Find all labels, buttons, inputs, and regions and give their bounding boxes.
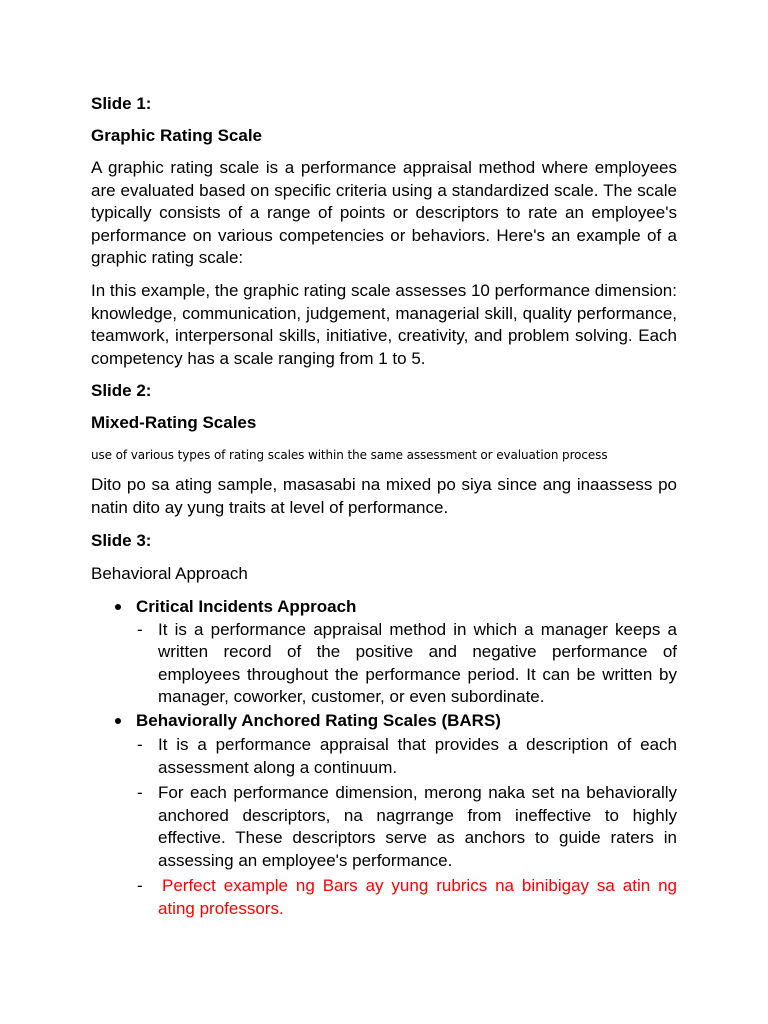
dash-item bbox=[136, 619, 677, 709]
bullet-critical-incidents bbox=[91, 596, 677, 709]
dash-item bbox=[136, 734, 677, 779]
bullet-title: Behaviorally Anchored Rating Scales (BARS) bbox=[136, 710, 501, 730]
slide1-title: Graphic Rating Scale bbox=[91, 126, 262, 145]
slide1-paragraph-1: A graphic rating scale is a performance appraisal method where employees are evaluated based on specific criteria using a standardized scale. The scale typically consists of a range of points or descriptors to rate an employee's performance on various competencies or behaviors. Here's an example of a graphic rating scale: bbox=[91, 158, 677, 268]
dash-marker: - bbox=[137, 734, 143, 754]
bullet-title: Critical Incidents Approach bbox=[136, 596, 357, 616]
document-page bbox=[91, 93, 677, 921]
dash-item-highlight bbox=[136, 875, 677, 920]
highlight-text: Perfect example ng Bars ay yung rubrics na binibigay sa atin ng ating professors. bbox=[158, 876, 677, 919]
slide2-paragraph-1: Dito po sa ating sample, masasabi na mixed po siya since ang inaassess po natin dito ay yung traits at level of performance. bbox=[91, 475, 677, 517]
slide1-label: Slide 1: bbox=[91, 94, 152, 113]
slide2-label: Slide 2: bbox=[91, 381, 152, 401]
slide1-paragraph-2: In this example, the graphic rating scale assesses 10 performance dimension: knowledge, communication, judgement, managerial skill, quality performance, teamwork, interpersonal skills, initiative, creativity, and problem solving. Each competency has a scale ranging from 1 to 5. bbox=[91, 280, 677, 368]
bullet-bars bbox=[91, 710, 677, 921]
bullet-dot-icon bbox=[115, 718, 121, 724]
bullet-dot-icon bbox=[115, 604, 121, 610]
dash-list bbox=[136, 619, 677, 709]
dash-item-text: It is a performance appraisal method in which a manager keeps a written record of the positive and negative performance of employees throughout the performance period. It can be written by manager, coworker, customer, or even subordinate. bbox=[158, 619, 677, 707]
dash-item bbox=[136, 782, 677, 872]
slide3-label: Slide 3: bbox=[91, 530, 152, 550]
slide2-title: Mixed-Rating Scales bbox=[91, 413, 257, 433]
dash-item-text: It is a performance appraisal that provides a description of each assessment along a continuum. bbox=[158, 734, 677, 777]
dash-marker: - bbox=[137, 619, 143, 639]
dash-list bbox=[136, 734, 677, 921]
slide2-definition: use of various types of rating scales within the same assessment or evaluation process bbox=[91, 448, 608, 463]
dash-item-text: For each performance dimension, merong naka set na behaviorally anchored descriptors, na nagrrange from ineffective to highly effective. These descriptors serve as anchors to guide raters in assessing an employee's performance. bbox=[158, 783, 677, 870]
slide3-bullet-list bbox=[91, 596, 677, 921]
dash-marker: - bbox=[137, 876, 143, 896]
slide3-subtitle: Behavioral Approach bbox=[91, 563, 248, 583]
dash-marker: - bbox=[137, 783, 143, 803]
